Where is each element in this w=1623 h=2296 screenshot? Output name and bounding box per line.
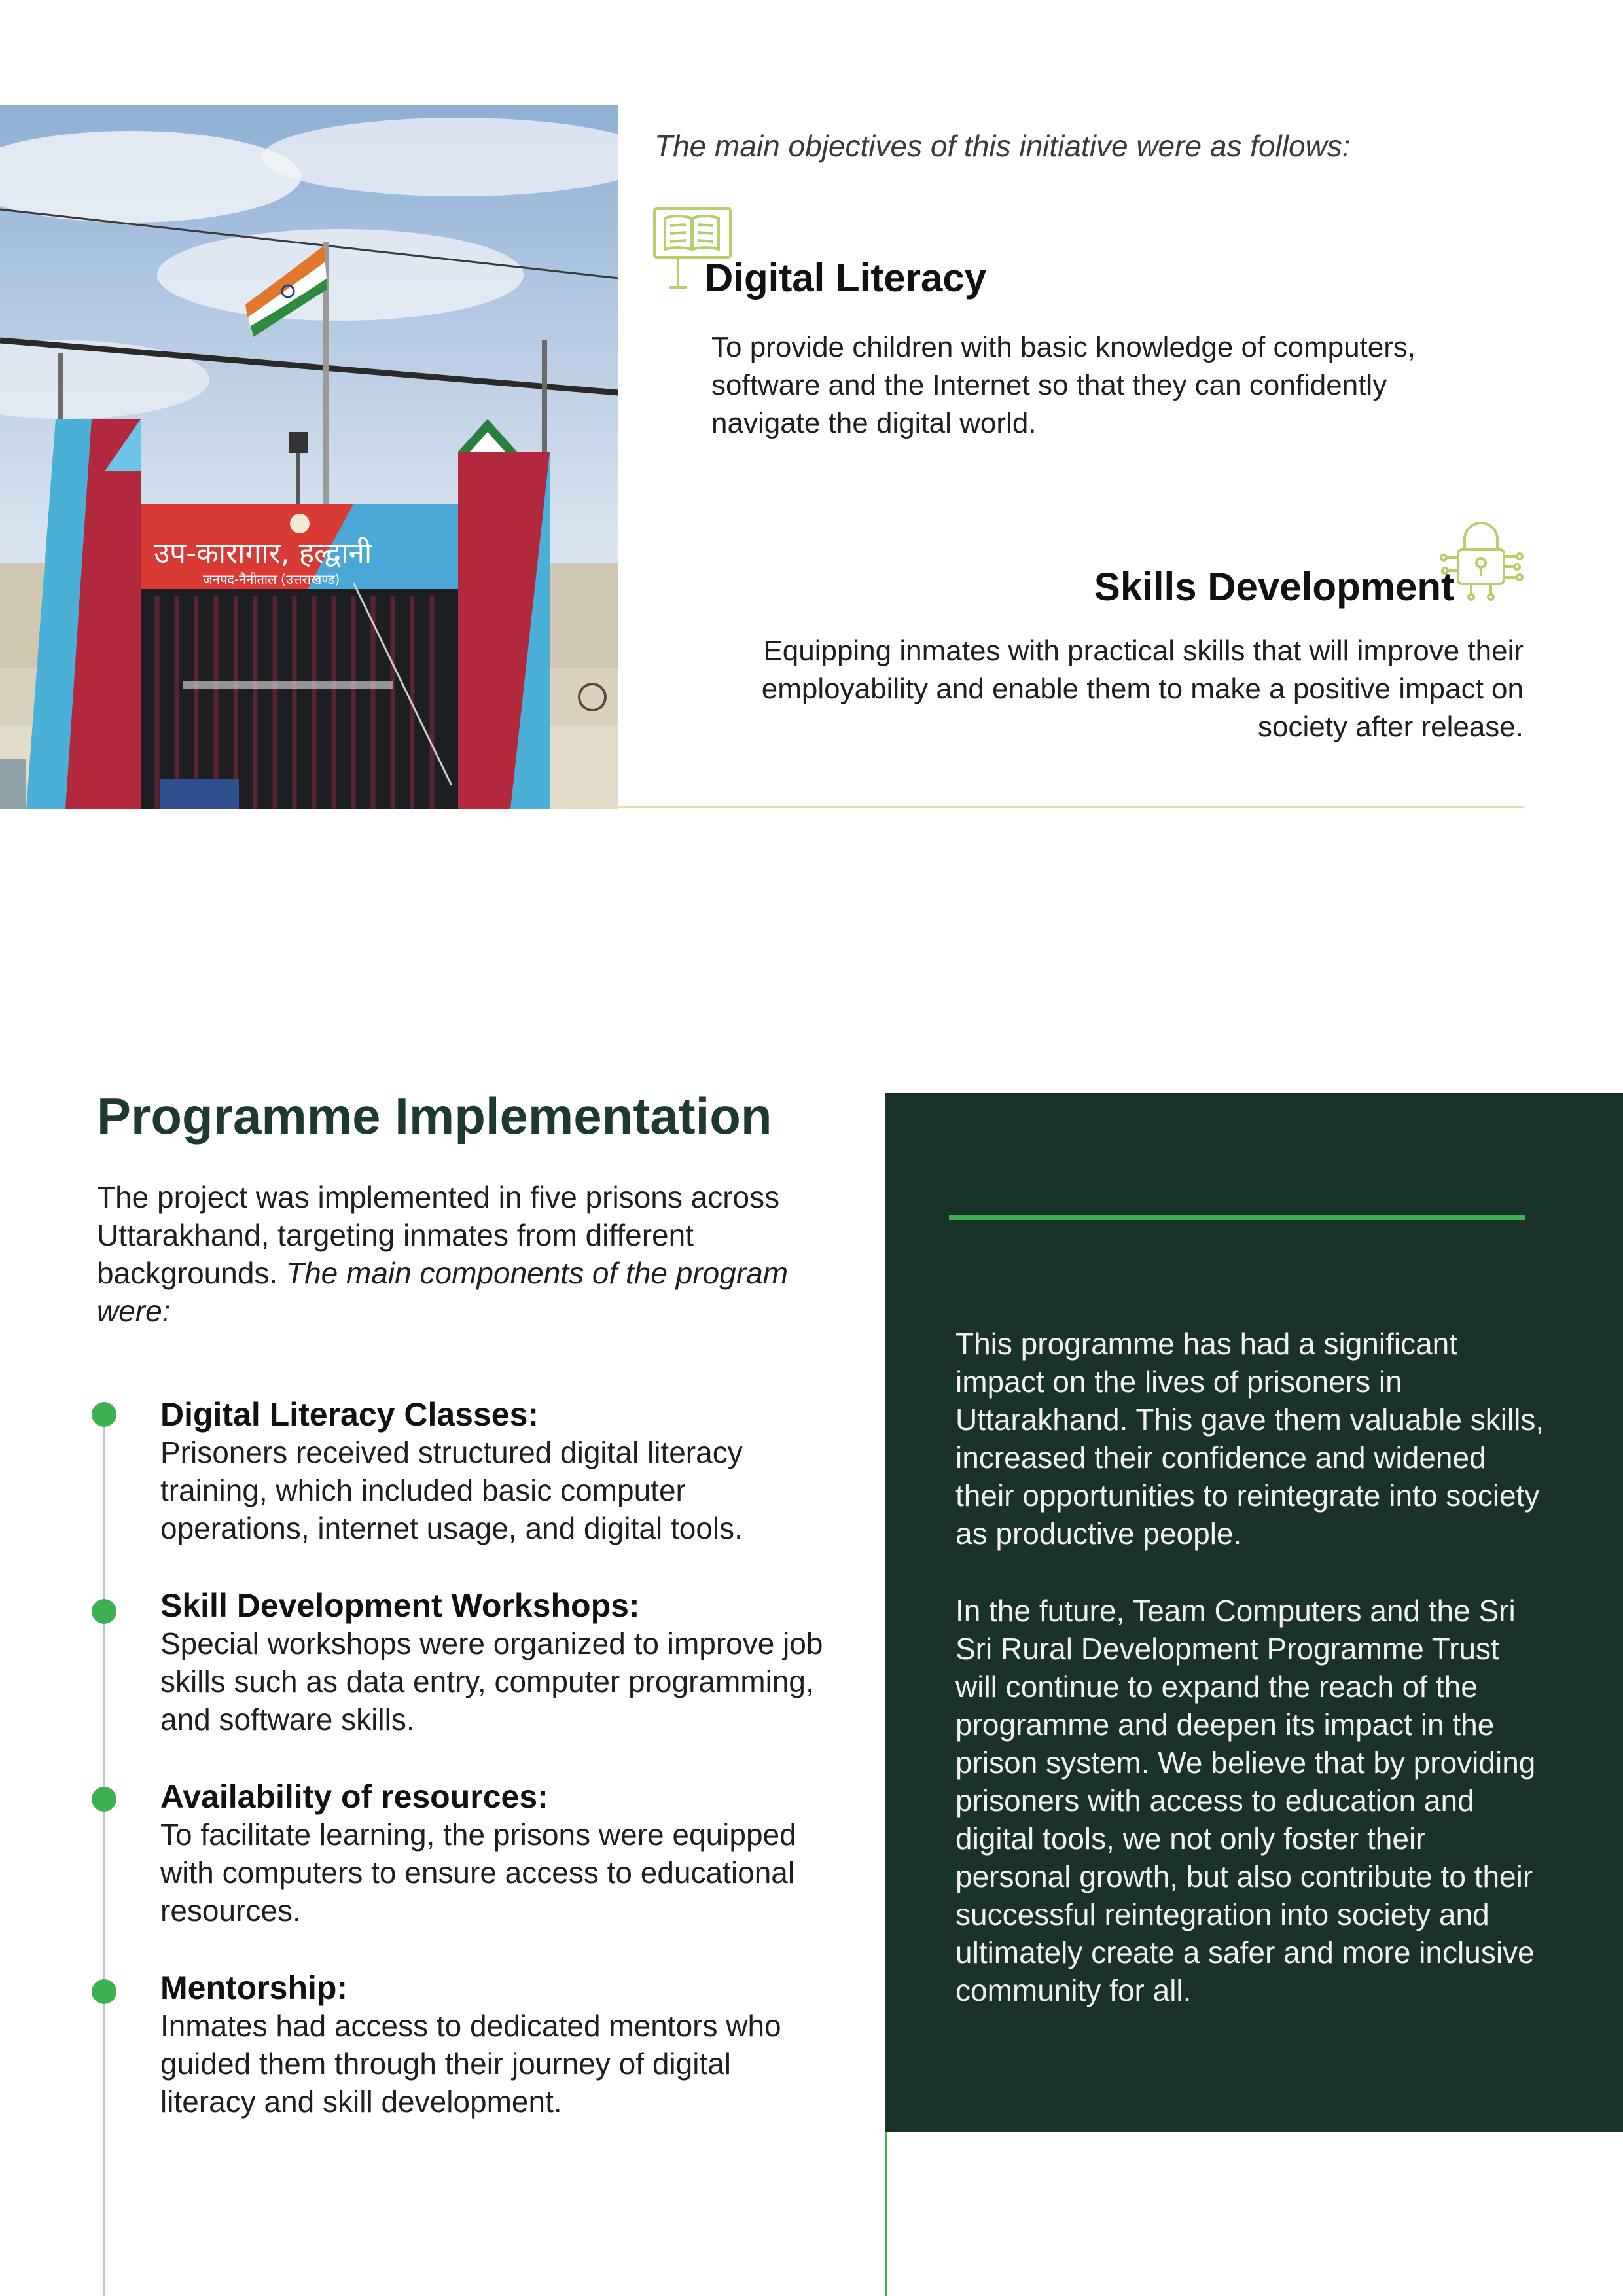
section-divider	[618, 806, 1524, 808]
panel-paragraph: This programme has had a significant impact on the lives of prisoners in Uttarakhand. This gave them valuable skills, increased their confidence and widened their opportunities to reintegrate into society as productive people.	[955, 1327, 1544, 1551]
component-title: Availability of resources:	[160, 1778, 548, 1815]
sign-main-text: उप-कारागार, हल्द्वानी	[154, 537, 372, 570]
timeline-dot	[92, 1979, 116, 2004]
component-item	[160, 1778, 828, 1929]
component-text: To facilitate learning, the prisons were equipped with computers to ensure access to educational resources.	[160, 1818, 796, 1928]
component-title: Digital Literacy Classes:	[160, 1396, 539, 1433]
timeline-line	[103, 1414, 105, 2296]
component-item	[160, 1587, 828, 1738]
implementation-intro-text: The project was implemented in five prisons across Uttarakhand, targeting inmates from different backgrounds.	[97, 1180, 780, 1290]
component-item	[160, 1969, 828, 2121]
implementation-intro	[97, 1178, 817, 1330]
digital-literacy-heading: Digital Literacy	[705, 256, 987, 300]
timeline-dot	[92, 1599, 116, 1624]
sign-sub-text: जनपद-नैनीताल (उत्तराखण्ड)	[203, 571, 340, 587]
component-text: Inmates had access to dedicated mentors who guided them through their journey of digital literacy and skill development.	[160, 2009, 781, 2119]
panel-paragraph: In the future, Team Computers and the Sri Sri Rural Development Programme Trust will continue to expand the reach of the programme and deepen its impact in the prison system. We believe that by providing prisoners with access to education and digital tools, we not only foster their personal growth, but also contribute to their successful reintegration into society and ultimately create a safer and more inclusive community for all.	[955, 1594, 1536, 2007]
skills-development-text: Equipping inmates with practical skills that will improve their employability and enable them to make a positive impact on society after release.	[761, 635, 1524, 743]
prison-gate-photo	[0, 105, 618, 809]
component-title: Mentorship:	[160, 1969, 348, 2006]
component-text: Prisoners received structured digital literacy training, which included basic computer operations, internet usage, and digital tools.	[160, 1435, 743, 1545]
component-text: Special workshops were organized to improve job skills such as data entry, computer programming, and software skills.	[160, 1626, 823, 1736]
timeline-dot	[92, 1402, 116, 1427]
objectives-intro: The main objectives of this initiative were as follows:	[654, 129, 1351, 163]
component-item	[160, 1395, 828, 1547]
timeline-dot	[92, 1787, 116, 1812]
implementation-intro-italic: The main components of the program were:	[97, 1256, 789, 1328]
panel-accent-rule	[949, 1215, 1525, 1220]
component-title: Skill Development Workshops:	[160, 1587, 640, 1624]
skills-development-heading: Skills Development	[1094, 565, 1454, 609]
digital-literacy-text: To provide children with basic knowledge of computers, software and the Internet so that they can confidently navigate the digital world.	[711, 331, 1416, 439]
panel-bottom-line	[885, 2132, 887, 2296]
implementation-title: Programme Implementation	[97, 1087, 772, 1145]
